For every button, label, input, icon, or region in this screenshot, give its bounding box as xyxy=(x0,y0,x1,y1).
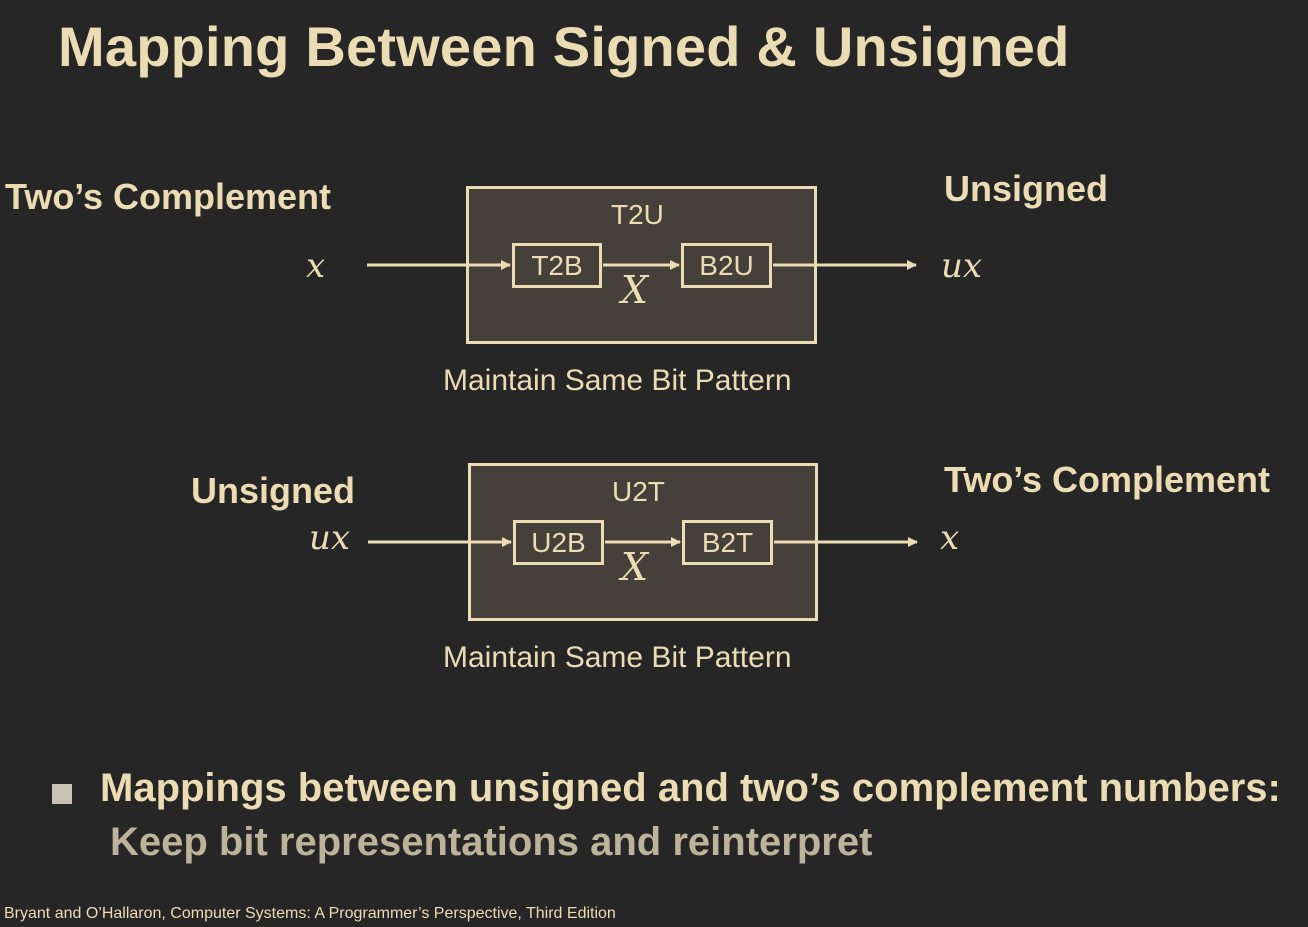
top-caption: Maintain Same Bit Pattern xyxy=(443,364,792,397)
t2u-box-title: T2U xyxy=(611,199,664,230)
footer-citation: Bryant and O’Hallaron, Computer Systems: A Programmer’s Perspective, Third Edition xyxy=(4,905,616,922)
top-bit-vector-var: X xyxy=(621,268,649,312)
top-right-label: Unsigned xyxy=(944,168,1109,209)
u2b-box: U2B xyxy=(513,520,604,565)
bullet-sub-text: Keep bit representations and reinterpret xyxy=(110,820,873,864)
top-left-label: Two’s Complement xyxy=(5,176,332,217)
u2t-box-title: U2T xyxy=(612,476,665,507)
t2b-box: T2B xyxy=(512,243,602,288)
bottom-right-label: Two’s Complement xyxy=(944,459,1271,500)
b2t-box: B2T xyxy=(682,520,773,565)
bottom-left-var: ux xyxy=(309,518,351,558)
bullet-main-text: Mappings between unsigned and two’s complement numbers: xyxy=(100,766,1281,810)
bottom-right-var: x xyxy=(940,518,960,558)
top-right-var: ux xyxy=(941,246,983,286)
bottom-caption: Maintain Same Bit Pattern xyxy=(443,641,792,674)
b2u-box: B2U xyxy=(681,243,772,288)
bottom-bit-vector-var: X xyxy=(621,545,649,589)
top-left-var: x xyxy=(306,246,326,286)
bullet-square-icon xyxy=(52,784,72,804)
slide-title: Mapping Between Signed & Unsigned xyxy=(58,15,1070,78)
bottom-left-label: Unsigned xyxy=(191,470,356,511)
